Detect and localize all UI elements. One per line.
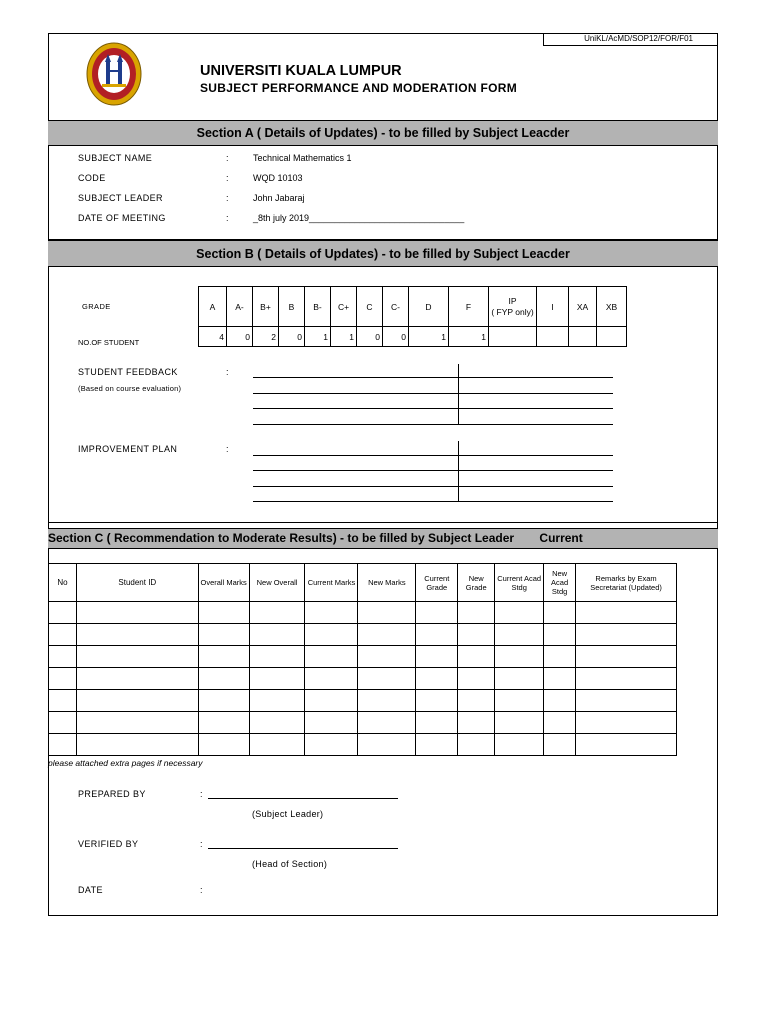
count-cell[interactable] bbox=[489, 327, 537, 347]
column-header: Current Marks bbox=[305, 564, 358, 602]
count-cell[interactable] bbox=[537, 327, 569, 347]
feedback-line[interactable] bbox=[253, 393, 613, 394]
column-header: New Grade bbox=[458, 564, 495, 602]
count-cell[interactable]: 0 bbox=[279, 327, 305, 347]
improvement-plan-label: IMPROVEMENT PLAN bbox=[78, 444, 178, 454]
feedback-line[interactable] bbox=[253, 424, 613, 425]
table-row[interactable] bbox=[49, 602, 677, 624]
section-a-header: Section A ( Details of Updates) - to be filled by Subject Leacder bbox=[48, 120, 718, 146]
column-header: New Overall bbox=[249, 564, 305, 602]
section-b-bottom bbox=[48, 522, 718, 523]
form-title: SUBJECT PERFORMANCE AND MODERATION FORM bbox=[200, 81, 518, 95]
count-cell[interactable]: 1 bbox=[331, 327, 357, 347]
colon: : bbox=[226, 153, 229, 163]
university-name: UNIVERSITI KUALA LUMPUR bbox=[200, 63, 402, 79]
column-header: Student ID bbox=[76, 564, 198, 602]
grade-cell: D bbox=[409, 287, 449, 327]
column-header: New Marks bbox=[358, 564, 416, 602]
form-frame bbox=[48, 33, 718, 916]
feedback-line[interactable] bbox=[253, 408, 613, 409]
code-value: WQD 10103 bbox=[253, 173, 303, 183]
colon: : bbox=[200, 885, 203, 895]
extra-pages-note: please attached extra pages if necessary bbox=[48, 758, 203, 768]
column-header: Remarks by Exam Secretariat (Updated) bbox=[576, 564, 677, 602]
verified-by-label: VERIFIED BY bbox=[78, 839, 139, 849]
table-row[interactable] bbox=[49, 712, 677, 734]
colon: : bbox=[226, 367, 229, 377]
count-cell[interactable]: 0 bbox=[227, 327, 253, 347]
count-cell[interactable]: 0 bbox=[383, 327, 409, 347]
document-code: UniKL/AcMD/SOP12/FOR/F01 bbox=[543, 33, 718, 46]
grade-cell: F bbox=[449, 287, 489, 327]
column-header: No bbox=[49, 564, 77, 602]
no-of-student-label: NO.OF STUDENT bbox=[78, 338, 140, 347]
column-header: Current Acad Stdg bbox=[495, 564, 544, 602]
column-header: Current Grade bbox=[416, 564, 458, 602]
feedback-divider bbox=[458, 364, 459, 424]
grade-cell: XA bbox=[569, 287, 597, 327]
grade-cell: IP ( FYP only) bbox=[489, 287, 537, 327]
colon: : bbox=[200, 789, 203, 799]
grade-cell: B bbox=[279, 287, 305, 327]
count-cell[interactable]: 2 bbox=[253, 327, 279, 347]
section-c-title: Section C ( Recommendation to Moderate Results) - to be filled by Subject Leader bbox=[48, 531, 515, 545]
grade-cell: C bbox=[357, 287, 383, 327]
column-header: Overall Marks bbox=[198, 564, 249, 602]
count-cell[interactable] bbox=[597, 327, 627, 347]
improvement-line[interactable] bbox=[253, 486, 613, 487]
colon: : bbox=[226, 193, 229, 203]
table-row[interactable] bbox=[49, 734, 677, 756]
count-cell[interactable]: 1 bbox=[449, 327, 489, 347]
grade-table bbox=[198, 286, 627, 347]
grade-cell: C+ bbox=[331, 287, 357, 327]
section-c-title-suffix: Current bbox=[539, 531, 583, 545]
table-row[interactable] bbox=[49, 668, 677, 690]
grade-cell: B+ bbox=[253, 287, 279, 327]
section-c-header bbox=[48, 528, 718, 549]
count-cell[interactable] bbox=[569, 327, 597, 347]
column-header: New Acad Stdg bbox=[544, 564, 576, 602]
colon: : bbox=[200, 839, 203, 849]
table-row[interactable] bbox=[49, 690, 677, 712]
grade-cell: C- bbox=[383, 287, 409, 327]
grade-cell: A bbox=[199, 287, 227, 327]
improvement-line[interactable] bbox=[253, 470, 613, 471]
table-row[interactable] bbox=[49, 624, 677, 646]
grade-cell: B- bbox=[305, 287, 331, 327]
subject-name-value: Technical Mathematics 1 bbox=[253, 153, 352, 163]
student-count-row bbox=[199, 327, 627, 347]
verified-by-line[interactable] bbox=[208, 848, 398, 849]
meeting-date-value[interactable]: _8th july 2019_______________________________ bbox=[253, 213, 465, 223]
count-cell[interactable]: 1 bbox=[409, 327, 449, 347]
colon: : bbox=[226, 173, 229, 183]
subject-name-label: SUBJECT NAME bbox=[78, 153, 153, 163]
grade-header-row bbox=[199, 287, 627, 327]
table-row[interactable] bbox=[49, 646, 677, 668]
grade-label: GRADE bbox=[82, 302, 111, 311]
feedback-line[interactable] bbox=[253, 377, 613, 378]
colon: : bbox=[226, 213, 229, 223]
grade-cell: XB bbox=[597, 287, 627, 327]
student-feedback-label: STUDENT FEEDBACK bbox=[78, 367, 178, 377]
improvement-line[interactable] bbox=[253, 455, 613, 456]
count-cell[interactable]: 1 bbox=[305, 327, 331, 347]
prepared-by-label: PREPARED BY bbox=[78, 789, 146, 799]
prepared-by-line[interactable] bbox=[208, 798, 398, 799]
verified-role: (Head of Section) bbox=[252, 859, 328, 869]
grade-cell: A- bbox=[227, 287, 253, 327]
feedback-note: (Based on course evaluation) bbox=[78, 384, 182, 393]
moderation-header-row bbox=[49, 564, 677, 602]
meeting-date-label: DATE OF MEETING bbox=[78, 213, 166, 223]
prepared-role: (Subject Leader) bbox=[252, 809, 324, 819]
moderation-table bbox=[48, 563, 677, 756]
university-logo bbox=[84, 40, 144, 108]
subject-leader-label: SUBJECT LEADER bbox=[78, 193, 163, 203]
subject-leader-value: John Jabaraj bbox=[253, 193, 305, 203]
improvement-line[interactable] bbox=[253, 501, 613, 502]
count-cell[interactable]: 4 bbox=[199, 327, 227, 347]
section-b-header: Section B ( Details of Updates) - to be filled by Subject Leacder bbox=[48, 239, 718, 267]
code-label: CODE bbox=[78, 173, 106, 183]
colon: : bbox=[226, 444, 229, 454]
improvement-divider bbox=[458, 441, 459, 501]
grade-cell: I bbox=[537, 287, 569, 327]
count-cell[interactable]: 0 bbox=[357, 327, 383, 347]
crest-icon bbox=[84, 40, 144, 108]
date-label: DATE bbox=[78, 885, 103, 895]
